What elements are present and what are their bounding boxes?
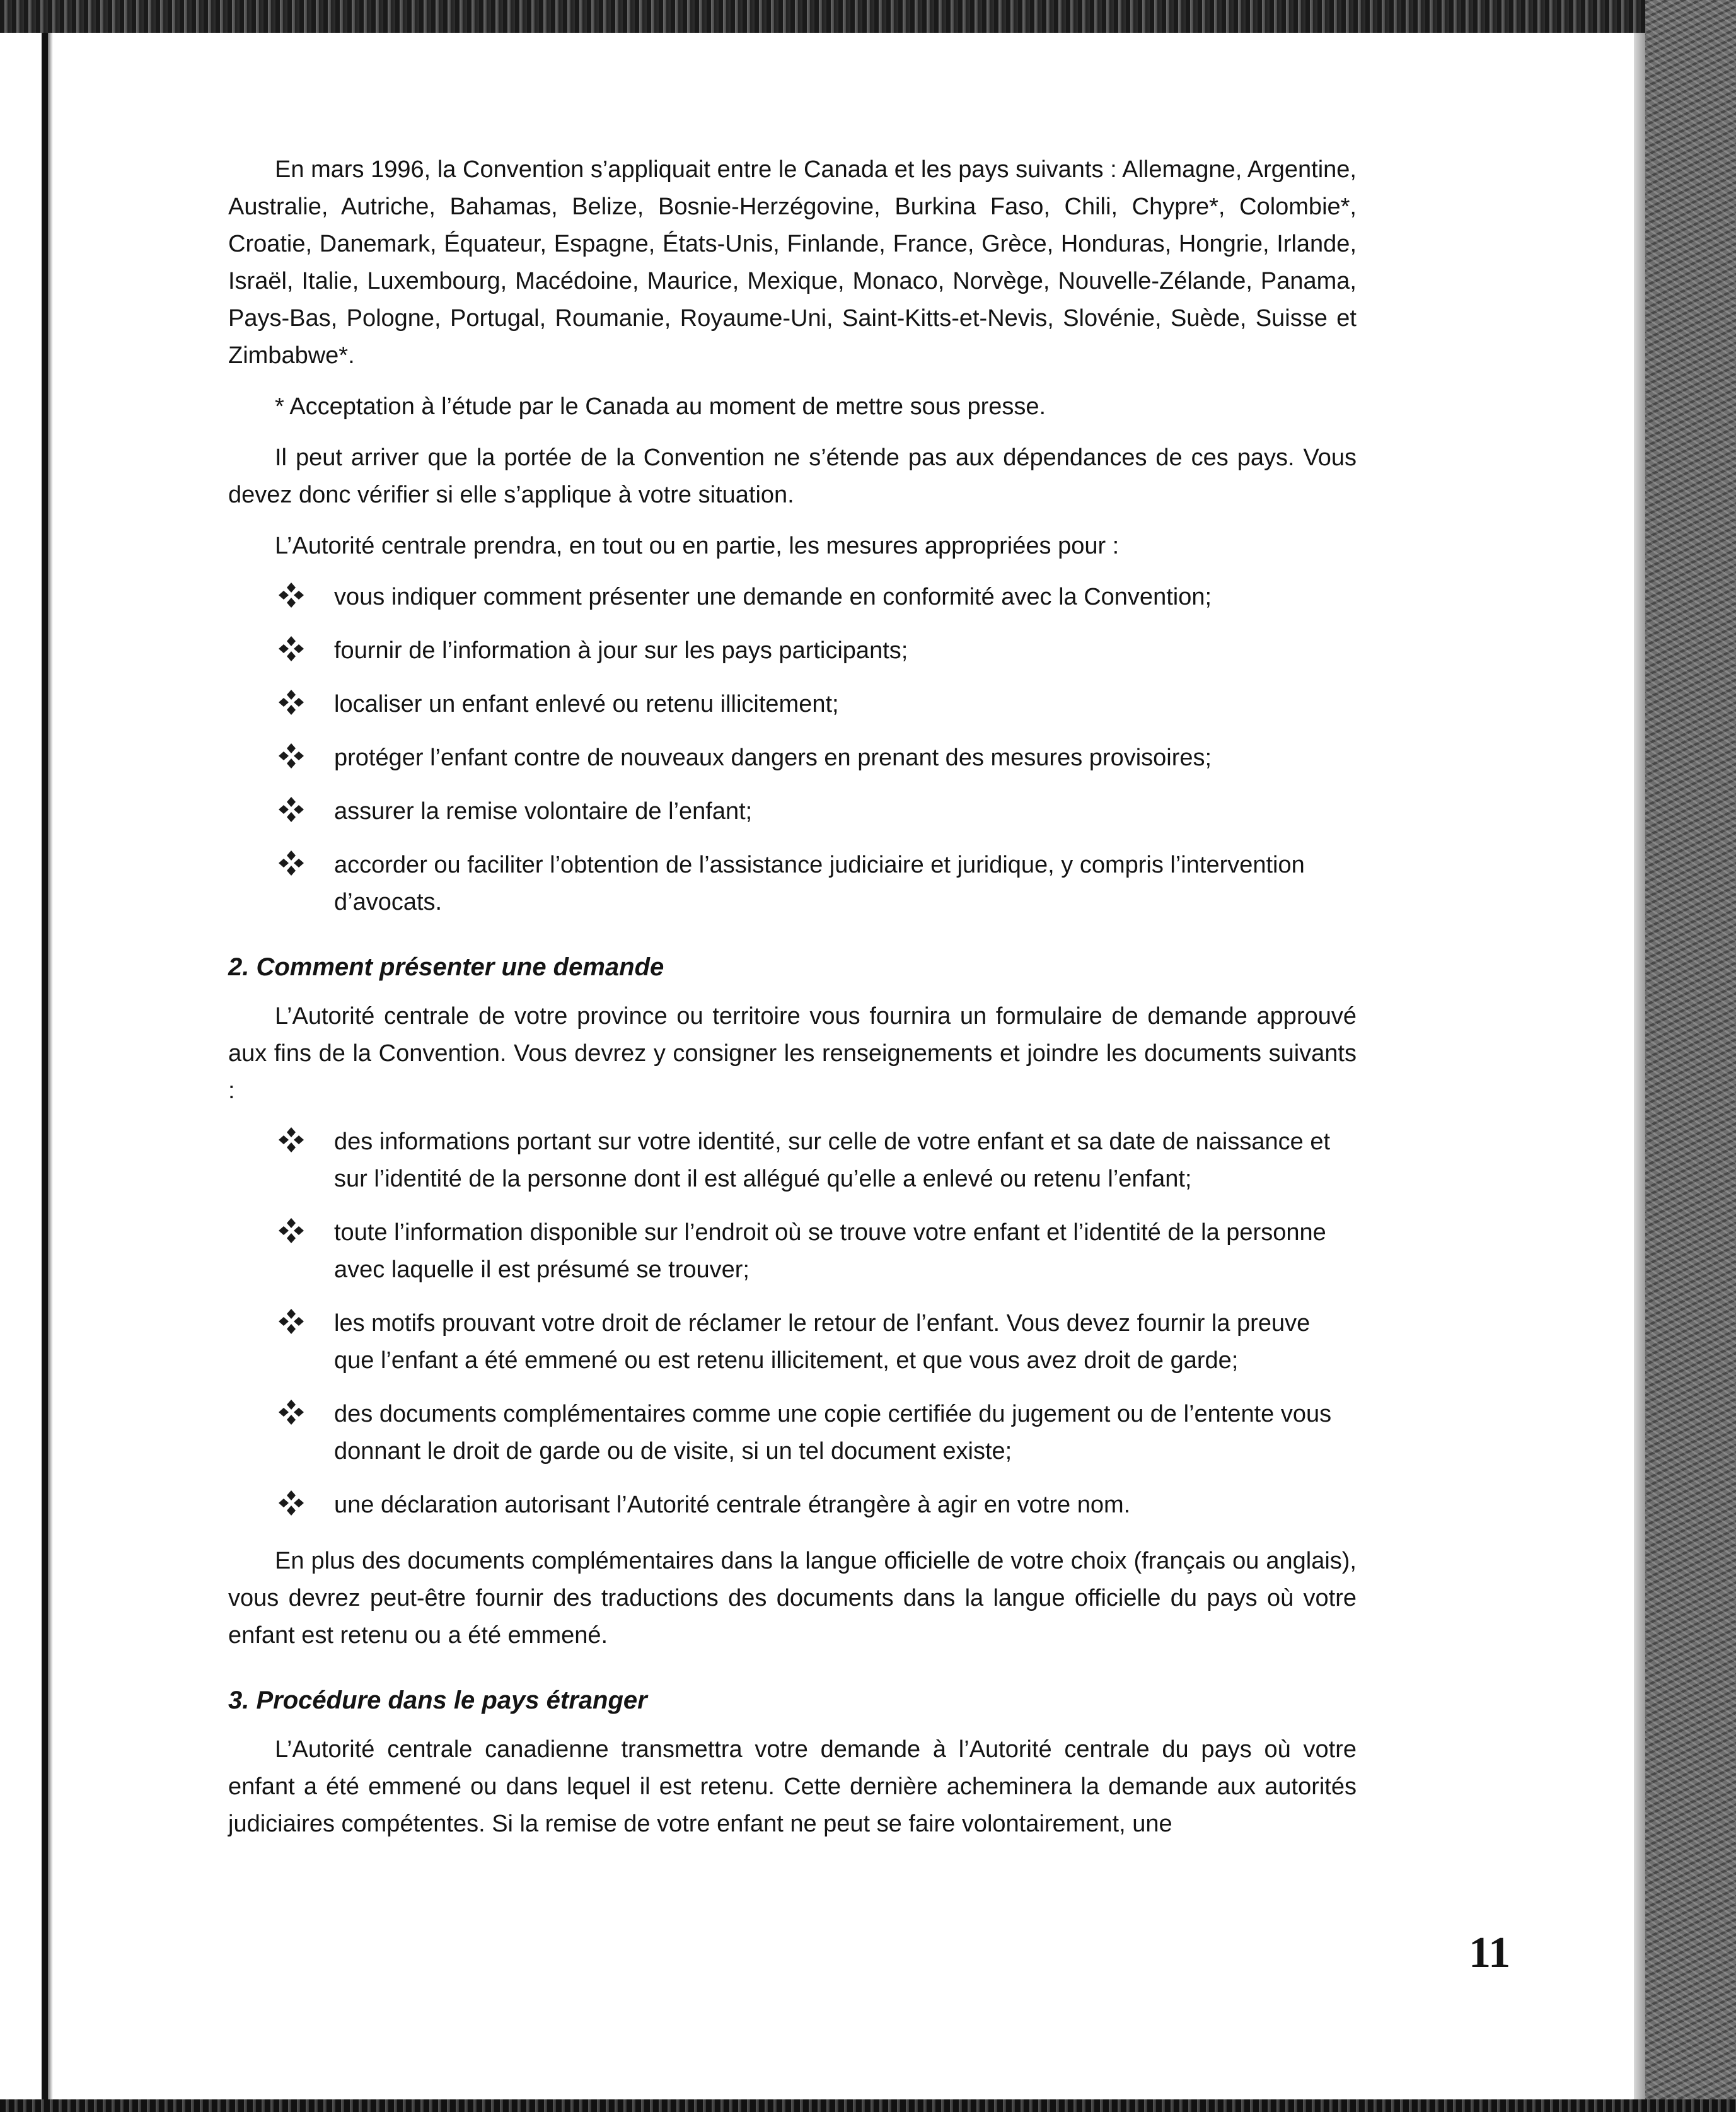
list-item	[228, 1123, 1357, 1198]
list-item-text: accorder ou faciliter l’obtention de l’assistance judiciaire et juridique, y compris l’intervention d’avocats.	[334, 852, 1305, 915]
four-diamond-bullet-icon	[277, 1126, 305, 1154]
list-item-text: protéger l’enfant contre de nouveaux dangers en prenant des mesures provisoires;	[334, 745, 1212, 771]
page-left-edge	[42, 33, 48, 2101]
scan-right-border	[1645, 0, 1736, 2112]
list-item-text: vous indiquer comment présenter une demande en conformité avec la Convention;	[334, 584, 1212, 610]
documents-list	[228, 1123, 1357, 1524]
list-item	[228, 1487, 1357, 1524]
list-item	[228, 1214, 1357, 1289]
list-item-text: localiser un enfant enlevé ou retenu illicitement;	[334, 691, 839, 717]
four-diamond-bullet-icon	[277, 849, 305, 877]
four-diamond-bullet-icon	[277, 742, 305, 770]
four-diamond-bullet-icon	[277, 796, 305, 823]
footnote-paragraph: * Acceptation à l’étude par le Canada au moment de mettre sous presse.	[275, 393, 1046, 420]
section-3-paragraph: L’Autorité centrale canadienne transmettra votre demande à l’Autorité centrale du pays où votre enfant a été emmené ou dans lequel il est retenu. Cette dernière acheminera la demande aux autorités judiciaires compétentes. Si la remise de votre enfant ne peut se faire volontairement, une	[228, 1736, 1357, 1837]
page-left-shadow	[48, 33, 53, 2101]
measures-lead: L’Autorité centrale prendra, en tout ou en partie, les mesures appropriées pour :	[275, 533, 1120, 559]
four-diamond-bullet-icon	[277, 1489, 305, 1517]
list-item	[228, 847, 1357, 921]
scan-top-border	[0, 0, 1736, 33]
scan-bottom-border	[0, 2099, 1736, 2112]
translation-paragraph: En plus des documents complémentaires dans la langue officielle de votre choix (français ou anglais), vous devrez peut-être fournir des traductions des documents dans la langue officielle du pays où votre enfant est retenu ou a été emmené.	[228, 1548, 1357, 1649]
list-item-text: des informations portant sur votre identité, sur celle de votre enfant et sa date de naissance et sur l’identité de la personne dont il est allégué qu’elle a enlevé ou retenu l’enfant;	[334, 1129, 1331, 1192]
section-2-heading: 2. Comment présenter une demande	[228, 953, 664, 981]
four-diamond-bullet-icon	[277, 581, 305, 609]
page-content	[228, 151, 1357, 1857]
list-item	[228, 793, 1357, 830]
section-3-heading: 3. Procédure dans le pays étranger	[228, 1686, 647, 1714]
four-diamond-bullet-icon	[277, 1398, 305, 1426]
list-item-text: des documents complémentaires comme une copie certifiée du jugement ou de l’entente vous donnant le droit de garde ou de visite, si un tel document existe;	[334, 1401, 1332, 1465]
list-item	[228, 1305, 1357, 1379]
list-item	[228, 632, 1357, 670]
list-item-text: les motifs prouvant votre droit de réclamer le retour de l’enfant. Vous devez fournir la preuve que l’enfant a été emmené ou est retenu illicitement, et que vous avez droit de garde;	[334, 1310, 1311, 1374]
scope-paragraph: Il peut arriver que la portée de la Convention ne s’étende pas aux dépendances de ces pays. Vous devez donc vérifier si elle s’applique à votre situation.	[228, 444, 1357, 508]
list-item	[228, 686, 1357, 723]
list-item-text: toute l’information disponible sur l’endroit où se trouve votre enfant et l’identité de la personne avec laquelle il est présumé se trouver;	[334, 1219, 1326, 1283]
list-item	[228, 740, 1357, 777]
intro-paragraph: En mars 1996, la Convention s’appliquait entre le Canada et les pays suivants : Allemagne, Argentine, Australie, Autriche, Bahamas, Belize, Bosnie-Herzégovine, Burkina Faso, Chili, Chypre*, Colombie*, Croatie, Danemark, Équateur, Espagne, États-Unis, Finlande, France, Grèce, Honduras, Hongrie, Irlande, Israël, Italie, Luxembourg, Macédoine, Maurice, Mexique, Monaco, Norvège, Nouvelle-Zélande, Panama, Pays-Bas, Pologne, Portugal, Roumanie, Royaume-Uni, Saint-Kitts-et-Nevis, Slovénie, Suède, Suisse et Zimbabwe*.	[228, 156, 1357, 369]
section-2-lead: L’Autorité centrale de votre province ou territoire vous fournira un formulaire de demande approuvé aux fins de la Convention. Vous devrez y consigner les renseignements et joindre les documents suivants :	[228, 1003, 1357, 1104]
list-item	[228, 579, 1357, 616]
page-right-edge	[1634, 33, 1645, 2101]
list-item-text: assurer la remise volontaire de l’enfant;	[334, 798, 753, 825]
four-diamond-bullet-icon	[277, 1217, 305, 1245]
four-diamond-bullet-icon	[277, 688, 305, 716]
four-diamond-bullet-icon	[277, 1308, 305, 1335]
list-item-text: une déclaration autorisant l’Autorité centrale étrangère à agir en votre nom.	[334, 1492, 1131, 1518]
list-item-text: fournir de l’information à jour sur les pays participants;	[334, 637, 908, 664]
measures-list	[228, 579, 1357, 921]
page-number: 11	[1469, 1929, 1511, 1977]
four-diamond-bullet-icon	[277, 635, 305, 663]
list-item	[228, 1396, 1357, 1470]
